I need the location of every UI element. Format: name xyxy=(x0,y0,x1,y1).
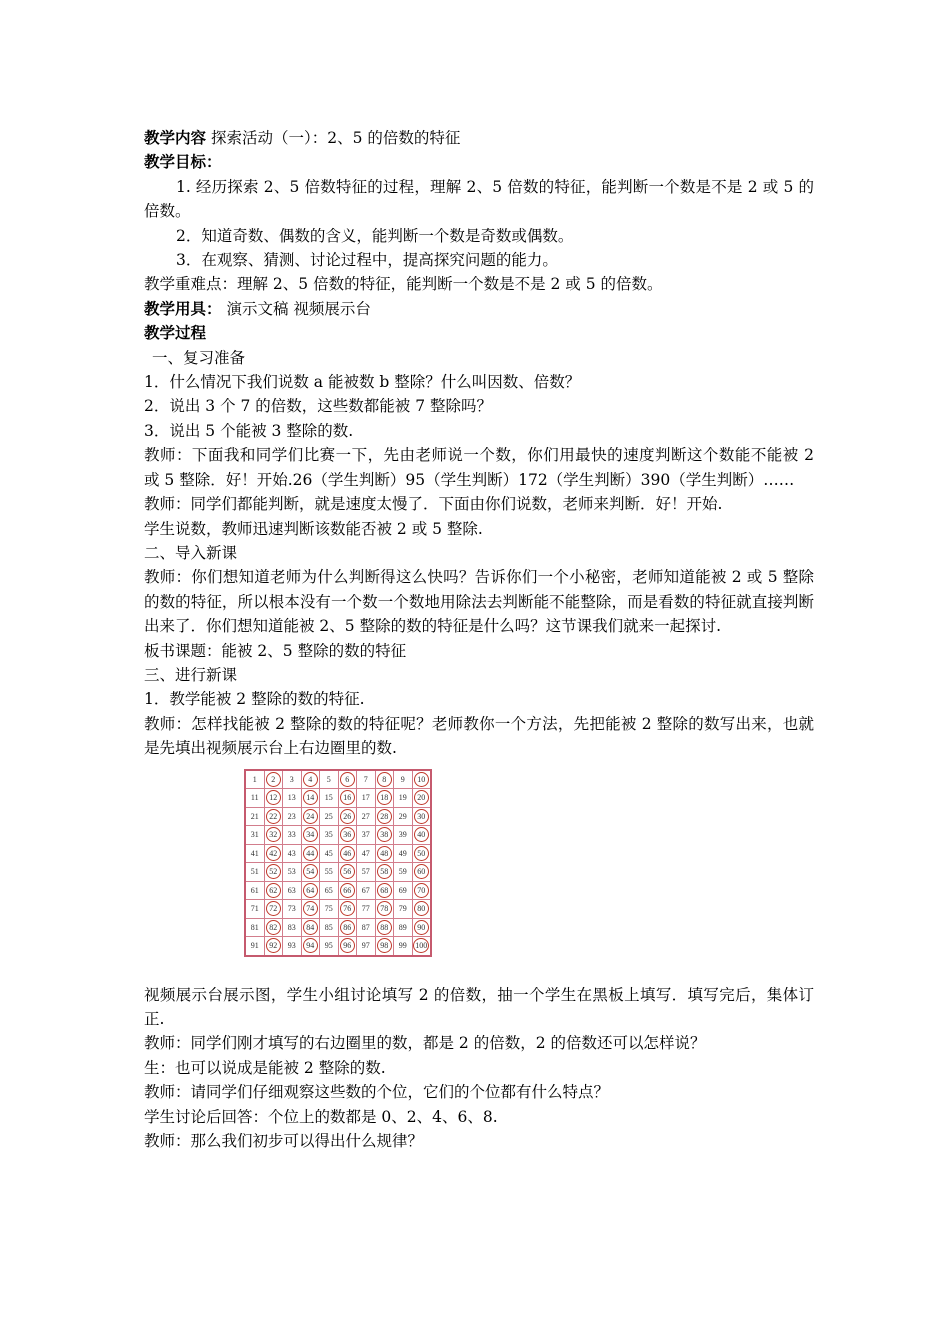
circled-number: 90 xyxy=(414,920,429,935)
grid-number: 45 xyxy=(324,848,333,858)
circled-number: 36 xyxy=(340,827,355,842)
circled-number: 88 xyxy=(377,920,392,935)
grid-cell xyxy=(264,863,283,882)
grid-cell xyxy=(320,881,339,900)
circled-number: 30 xyxy=(414,809,429,824)
circled-number: 56 xyxy=(340,864,355,879)
grid-cell xyxy=(283,918,302,937)
circled-number: 10 xyxy=(414,772,429,787)
grid-cell xyxy=(264,881,283,900)
grid-number: 3 xyxy=(289,774,294,784)
grid-number: 63 xyxy=(287,885,296,895)
section1-paragraph-1: 教师：下面我和同学们比赛一下，先由老师说一个数，你们用最快的速度判断这个数能不能被 2 或 5 整除．好！开始.26（学生判断）95（学生判断）172（学生判断）390（学生判断）…… xyxy=(144,446,814,489)
circled-number: 72 xyxy=(266,901,281,916)
grid-cell xyxy=(357,937,376,956)
grid-cell xyxy=(338,937,357,956)
grid-cell xyxy=(394,789,413,808)
grid-cell xyxy=(283,881,302,900)
grid-cell xyxy=(375,937,394,956)
hundred-chart xyxy=(244,769,432,957)
circled-number: 94 xyxy=(303,938,318,953)
circled-number: 74 xyxy=(303,901,318,916)
grid-cell xyxy=(245,918,264,937)
grid-cell xyxy=(245,900,264,919)
grid-cell xyxy=(301,918,320,937)
tools-value: 演示文稿 视频展示台 xyxy=(226,299,371,318)
grid-number: 21 xyxy=(250,811,259,821)
grid-cell xyxy=(283,807,302,826)
section1-paragraph-3: 学生说数，教师迅速判断该数能否被 2 或 5 整除. xyxy=(144,519,483,538)
grid-cell xyxy=(301,863,320,882)
grid-number: 87 xyxy=(361,922,370,932)
circled-number: 100 xyxy=(413,938,429,953)
grid-cell xyxy=(394,826,413,845)
grid-cell xyxy=(320,826,339,845)
grid-cell xyxy=(283,937,302,956)
grid-number: 51 xyxy=(250,867,259,877)
grid-number: 69 xyxy=(398,885,407,895)
grid-cell xyxy=(357,844,376,863)
review-item-1: 1．什么情况下我们说数 a 能被数 b 整除？什么叫因数、倍数？ xyxy=(144,373,581,392)
grid-row xyxy=(245,807,431,826)
grid-cell xyxy=(412,937,431,956)
grid-cell xyxy=(283,789,302,808)
grid-cell xyxy=(338,826,357,845)
grid-number: 47 xyxy=(361,848,370,858)
grid-number: 75 xyxy=(324,904,333,914)
grid-number: 55 xyxy=(324,867,333,877)
circled-number: 70 xyxy=(414,883,429,898)
grid-cell xyxy=(301,900,320,919)
grid-number: 85 xyxy=(324,922,333,932)
grid-cell xyxy=(245,826,264,845)
circled-number: 26 xyxy=(340,809,355,824)
circled-number: 42 xyxy=(266,846,281,861)
grid-cell xyxy=(357,863,376,882)
grid-cell xyxy=(301,826,320,845)
grid-cell xyxy=(412,881,431,900)
grid-row xyxy=(245,900,431,919)
goal-2: 2．知道奇数、偶数的含义，能判断一个数是奇数或偶数。 xyxy=(176,226,574,245)
grid-number: 77 xyxy=(361,904,370,914)
section2-title: 二、导入新课 xyxy=(144,543,238,562)
circled-number: 20 xyxy=(414,790,429,805)
circled-number: 86 xyxy=(340,920,355,935)
circled-number: 22 xyxy=(266,809,281,824)
circled-number: 32 xyxy=(266,827,281,842)
circled-number: 98 xyxy=(377,938,392,953)
grid-cell xyxy=(375,770,394,789)
grid-number: 41 xyxy=(250,848,259,858)
grid-cell xyxy=(301,844,320,863)
circled-number: 68 xyxy=(377,883,392,898)
grid-number: 15 xyxy=(324,793,333,803)
grid-cell xyxy=(264,826,283,845)
grid-cell xyxy=(264,770,283,789)
grid-cell xyxy=(338,807,357,826)
grid-cell xyxy=(301,789,320,808)
grid-cell xyxy=(264,937,283,956)
grid-number: 39 xyxy=(398,830,407,840)
grid-number: 37 xyxy=(361,830,370,840)
grid-cell xyxy=(320,863,339,882)
grid-number: 27 xyxy=(361,811,370,821)
circled-number: 78 xyxy=(377,901,392,916)
circled-number: 82 xyxy=(266,920,281,935)
grid-number: 91 xyxy=(250,941,259,951)
content-label: 教学内容 xyxy=(144,128,207,147)
grid-number: 29 xyxy=(398,811,407,821)
goal-1: 1. 经历探索 2、5 倍数特征的过程，理解 2、5 倍数的特征，能判断一个数是不是 2 或 5 的倍数。 xyxy=(144,177,814,221)
grid-number: 67 xyxy=(361,885,370,895)
grid-cell xyxy=(245,844,264,863)
grid-row xyxy=(245,789,431,808)
circled-number: 64 xyxy=(303,883,318,898)
document-page xyxy=(144,126,814,1153)
circled-number: 18 xyxy=(377,790,392,805)
circled-number: 52 xyxy=(266,864,281,879)
grid-cell xyxy=(412,900,431,919)
grid-cell xyxy=(412,770,431,789)
key-points: 教学重难点：理解 2、5 倍数的特征，能判断一个数是不是 2 或 5 的倍数。 xyxy=(144,275,663,294)
grid-cell xyxy=(264,844,283,863)
grid-cell xyxy=(412,844,431,863)
grid-cell xyxy=(357,826,376,845)
grid-number: 65 xyxy=(324,885,333,895)
grid-number: 53 xyxy=(287,867,296,877)
content-value: 探索活动（一）：2、5 的倍数的特征 xyxy=(210,129,461,147)
grid-number: 11 xyxy=(250,793,259,803)
grid-number: 13 xyxy=(287,793,296,803)
grid-number: 95 xyxy=(324,941,333,951)
circled-number: 66 xyxy=(340,883,355,898)
circled-number: 48 xyxy=(377,846,392,861)
grid-number: 7 xyxy=(363,774,368,784)
section3-paragraph-5: 教师：请同学们仔细观察这些数的个位，它们的个位都有什么特点？ xyxy=(144,1083,610,1102)
section3-paragraph-4: 生：也可以说成是能被 2 整除的数. xyxy=(144,1058,386,1077)
grid-number: 5 xyxy=(326,774,331,784)
grid-cell xyxy=(338,863,357,882)
grid-cell xyxy=(264,789,283,808)
tools-line xyxy=(144,297,814,321)
review-item-2: 2．说出 3 个 7 的倍数，这些数都能被 7 整除吗？ xyxy=(144,397,493,416)
content-line xyxy=(144,126,814,150)
grid-cell xyxy=(320,807,339,826)
grid-number: 89 xyxy=(398,922,407,932)
circled-number: 34 xyxy=(303,827,318,842)
circled-number: 46 xyxy=(340,846,355,861)
grid-cell xyxy=(245,770,264,789)
goal-3: 3．在观察、猜测、讨论过程中，提高探究问题的能力。 xyxy=(176,251,558,270)
grid-row xyxy=(245,918,431,937)
grid-cell xyxy=(412,826,431,845)
grid-number: 83 xyxy=(287,922,296,932)
grid-cell xyxy=(338,770,357,789)
circled-number: 76 xyxy=(340,901,355,916)
circled-number: 2 xyxy=(266,772,281,787)
circled-number: 38 xyxy=(377,827,392,842)
grid-cell xyxy=(320,844,339,863)
grid-cell xyxy=(320,937,339,956)
grid-cell xyxy=(320,770,339,789)
grid-number: 59 xyxy=(398,867,407,877)
circled-number: 96 xyxy=(340,938,355,953)
section3-paragraph-3: 教师：同学们刚才填写的右边圈里的数，都是 2 的倍数，2 的倍数还可以怎样说？ xyxy=(144,1034,706,1053)
process-label: 教学过程 xyxy=(144,323,207,343)
grid-cell xyxy=(375,789,394,808)
circled-number: 62 xyxy=(266,883,281,898)
circled-number: 6 xyxy=(340,772,355,787)
grid-cell xyxy=(320,918,339,937)
grid-cell xyxy=(394,900,413,919)
grid-cell xyxy=(412,789,431,808)
circled-number: 84 xyxy=(303,920,318,935)
grid-number: 61 xyxy=(250,885,259,895)
section3-paragraph-2: 视频展示台展示图，学生小组讨论填写 2 的倍数，抽一个学生在黑板上填写．填写完后，集体订正. xyxy=(144,985,814,1028)
grid-cell xyxy=(375,826,394,845)
grid-cell xyxy=(301,881,320,900)
grid-cell xyxy=(283,863,302,882)
grid-number: 43 xyxy=(287,848,296,858)
circled-number: 14 xyxy=(303,790,318,805)
grid-number: 33 xyxy=(287,830,296,840)
grid-cell xyxy=(412,863,431,882)
grid-cell xyxy=(375,881,394,900)
circled-number: 58 xyxy=(377,864,392,879)
grid-cell xyxy=(357,807,376,826)
grid-cell xyxy=(338,881,357,900)
circled-number: 54 xyxy=(303,864,318,879)
grid-cell xyxy=(283,900,302,919)
grid-cell xyxy=(338,844,357,863)
grid-cell xyxy=(283,826,302,845)
grid-row xyxy=(245,844,431,863)
grid-cell xyxy=(338,789,357,808)
grid-cell xyxy=(394,844,413,863)
circled-number: 28 xyxy=(377,809,392,824)
section2-paragraph-2: 板书课题：能被 2、5 整除的数的特征 xyxy=(144,641,407,660)
grid-cell xyxy=(283,844,302,863)
circled-number: 16 xyxy=(340,790,355,805)
grid-cell xyxy=(394,881,413,900)
grid-number: 23 xyxy=(287,811,296,821)
grid-row xyxy=(245,863,431,882)
section3-title: 三、进行新课 xyxy=(144,665,238,684)
tools-label: 教学用具： xyxy=(144,298,222,318)
grid-cell xyxy=(357,881,376,900)
grid-cell xyxy=(320,900,339,919)
grid-cell xyxy=(245,863,264,882)
grid-number: 9 xyxy=(400,774,405,784)
grid-cell xyxy=(394,937,413,956)
grid-number: 73 xyxy=(287,904,296,914)
circled-number: 50 xyxy=(414,846,429,861)
grid-cell xyxy=(375,844,394,863)
grid-number: 81 xyxy=(250,922,259,932)
circled-number: 4 xyxy=(303,772,318,787)
grid-number: 97 xyxy=(361,941,370,951)
section3-item-1: 1．教学能被 2 整除的数的特征. xyxy=(144,690,365,709)
grid-cell xyxy=(245,807,264,826)
hundred-chart-figure xyxy=(244,769,814,957)
grid-cell xyxy=(264,918,283,937)
grid-cell xyxy=(357,900,376,919)
grid-cell xyxy=(301,937,320,956)
grid-cell xyxy=(357,770,376,789)
section1-title: 一、复习准备 xyxy=(152,348,246,367)
grid-number: 49 xyxy=(398,848,407,858)
circled-number: 44 xyxy=(303,846,318,861)
grid-number: 25 xyxy=(324,811,333,821)
section1-paragraph-2: 教师：同学们都能判断，就是速度太慢了．下面由你们说数，老师来判断．好！开始. xyxy=(144,495,723,514)
grid-cell xyxy=(320,789,339,808)
grid-cell xyxy=(301,807,320,826)
grid-cell xyxy=(375,807,394,826)
grid-cell xyxy=(357,918,376,937)
grid-cell xyxy=(394,918,413,937)
circled-number: 12 xyxy=(266,790,281,805)
goals-label: 教学目标： xyxy=(144,152,222,172)
grid-cell xyxy=(394,863,413,882)
grid-number: 79 xyxy=(398,904,407,914)
grid-cell xyxy=(357,789,376,808)
grid-cell xyxy=(394,807,413,826)
grid-number: 99 xyxy=(398,941,407,951)
grid-cell xyxy=(338,918,357,937)
grid-row xyxy=(245,826,431,845)
review-item-3: 3．说出 5 个能被 3 整除的数. xyxy=(144,421,354,440)
grid-number: 71 xyxy=(250,904,259,914)
grid-cell xyxy=(283,770,302,789)
grid-number: 19 xyxy=(398,793,407,803)
grid-row xyxy=(245,770,431,789)
grid-number: 93 xyxy=(287,941,296,951)
grid-cell xyxy=(245,881,264,900)
grid-cell xyxy=(338,900,357,919)
grid-cell xyxy=(301,770,320,789)
section3-paragraph-1: 教师：怎样找能被 2 整除的数的特征呢？老师教你一个方法，先把能被 2 整除的数写出来，也就是先填出视频展示台上右边圈里的数. xyxy=(144,714,814,758)
grid-cell xyxy=(264,807,283,826)
circled-number: 60 xyxy=(414,864,429,879)
circled-number: 40 xyxy=(414,827,429,842)
grid-cell xyxy=(412,918,431,937)
grid-number: 31 xyxy=(250,830,259,840)
grid-cell xyxy=(375,863,394,882)
section3-paragraph-7: 教师：那么我们初步可以得出什么规律？ xyxy=(144,1132,424,1150)
circled-number: 92 xyxy=(266,938,281,953)
grid-cell xyxy=(264,900,283,919)
grid-cell xyxy=(412,807,431,826)
grid-number: 1 xyxy=(252,774,257,784)
grid-row xyxy=(245,937,431,956)
grid-number: 57 xyxy=(361,867,370,877)
grid-number: 17 xyxy=(361,793,370,803)
grid-number: 35 xyxy=(324,830,333,840)
section3-paragraph-6: 学生讨论后回答：个位上的数都是 0、2、4、6、8. xyxy=(144,1107,498,1126)
grid-cell xyxy=(394,770,413,789)
grid-cell xyxy=(375,918,394,937)
grid-row xyxy=(245,881,431,900)
grid-cell xyxy=(245,937,264,956)
circled-number: 80 xyxy=(414,901,429,916)
circled-number: 24 xyxy=(303,809,318,824)
grid-cell xyxy=(245,789,264,808)
section2-paragraph-1: 教师：你们想知道老师为什么判断得这么快吗？告诉你们一个小秘密，老师知道能被 2 或 5 整除的数的特征，所以根本没有一个数一个数地用除法去判断能不能整除，而是看数的特征就直接判断出来了．你们想知道能被 2、5 整除的数的特征是什么吗？这节课我们就来一起探讨. xyxy=(144,568,814,636)
circled-number: 8 xyxy=(377,772,392,787)
grid-cell xyxy=(375,900,394,919)
